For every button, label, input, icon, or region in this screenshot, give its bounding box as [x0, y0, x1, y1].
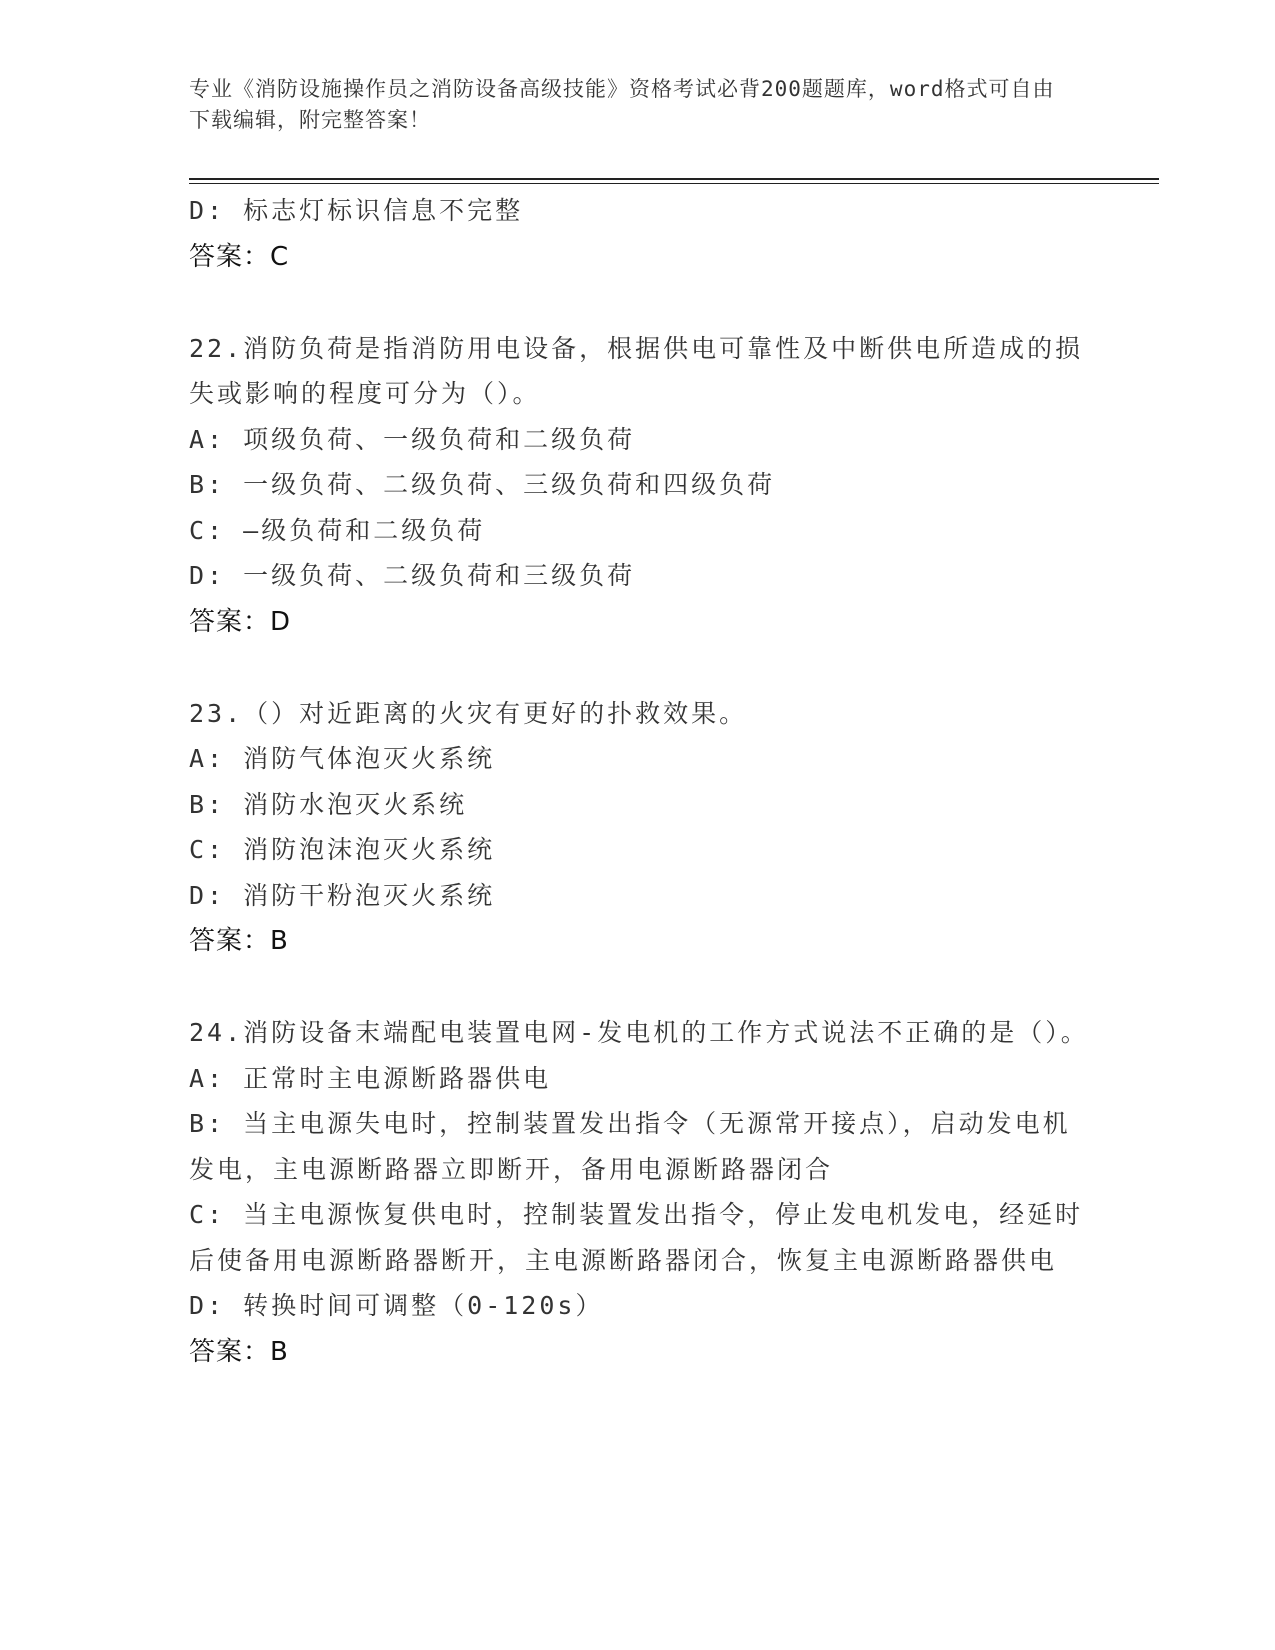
question-21-tail	[189, 188, 1089, 280]
answer-line: 答案：B	[189, 1336, 289, 1367]
question-24	[189, 1010, 1089, 1375]
question-stem: 24.消防设备末端配电装置电网-发电机的工作方式说法不正确的是（）。	[189, 1018, 1089, 1047]
spacer	[189, 280, 1089, 326]
header-rule-thin	[189, 183, 1159, 184]
spacer	[189, 964, 1089, 1010]
answer-line: 答案：C	[189, 241, 290, 272]
spacer	[189, 645, 1089, 691]
question-content	[189, 188, 1089, 1375]
option-d: D: 一级负荷、二级负荷和三级负荷	[189, 561, 636, 590]
option-c: C: 消防泡沫泡灭火系统	[189, 835, 496, 864]
header-rule-thick	[189, 178, 1159, 180]
option-b: B: 当主电源失电时，控制装置发出指令（无源常开接点），启动发电机发电，主电源断路器立即断开，备用电源断路器闭合	[189, 1109, 1071, 1184]
question-stem: 22.消防负荷是指消防用电设备，根据供电可靠性及中断供电所造成的损失或影响的程度可分为（）。	[189, 333, 1084, 408]
option-d: D: 标志灯标识信息不完整	[189, 196, 524, 225]
option-d: D: 消防干粉泡灭火系统	[189, 880, 496, 910]
answer-line: 答案：D	[189, 606, 292, 637]
page-header: 专业《消防设施操作员之消防设备高级技能》资格考试必背200题题库，word格式可自由下载编辑，附完整答案！	[189, 77, 1055, 132]
option-d: D: 转换时间可调整（0-120s）	[189, 1291, 604, 1320]
question-stem: 23.（）对近距离的火灾有更好的扑救效果。	[189, 698, 748, 728]
option-a: A: 消防气体泡灭火系统	[189, 744, 496, 773]
option-b: B: 一级负荷、二级负荷、三级负荷和四级负荷	[189, 470, 776, 499]
option-a: A: 项级负荷、一级负荷和二级负荷	[189, 424, 636, 454]
option-c: C: —级负荷和二级负荷	[189, 515, 486, 545]
question-22	[189, 326, 1089, 645]
question-23	[189, 691, 1089, 965]
option-b: B: 消防水泡灭火系统	[189, 789, 468, 819]
option-a: A: 正常时主电源断路器供电	[189, 1063, 552, 1093]
answer-line: 答案：B	[189, 926, 289, 956]
option-c: C: 当主电源恢复供电时，控制装置发出指令，停止发电机发电，经延时后使备用电源断路器断开，主电源断路器闭合，恢复主电源断路器供电	[189, 1200, 1084, 1275]
